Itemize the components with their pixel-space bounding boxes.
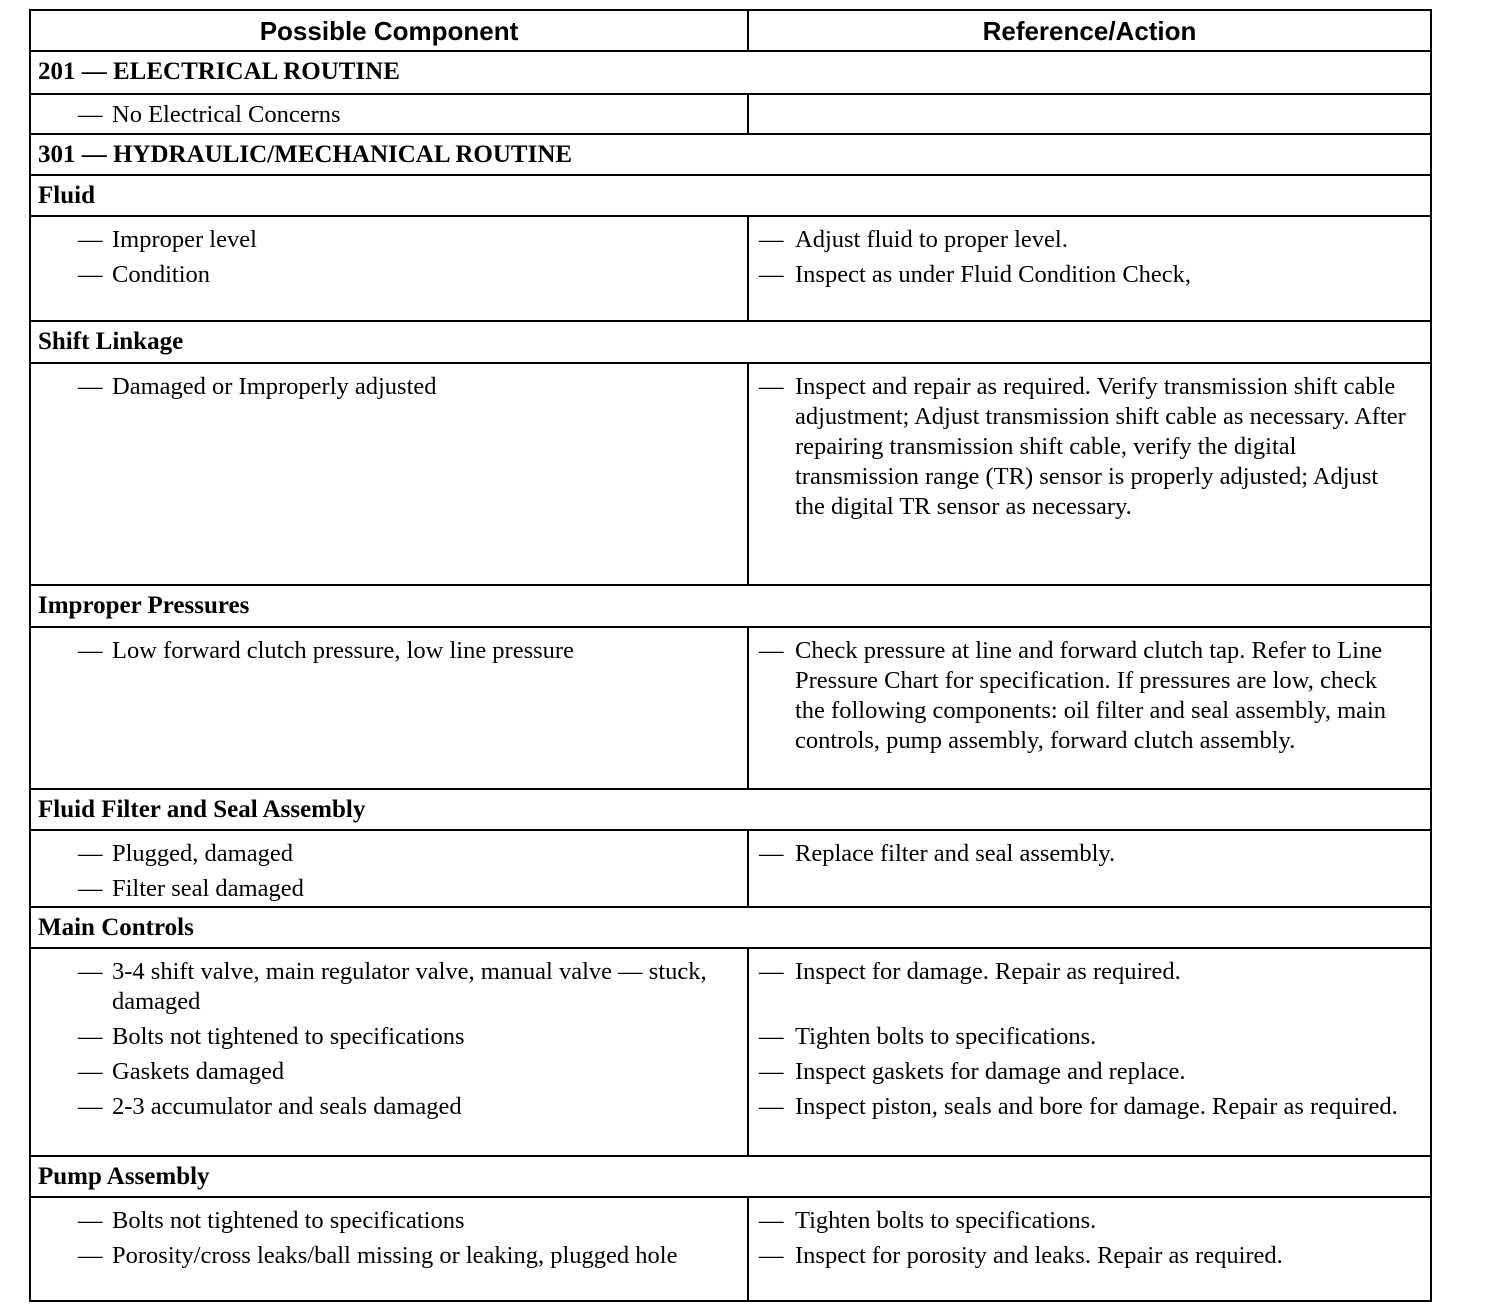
list-item: — Inspect for damage. Repair as required. [759, 958, 1181, 985]
list-item: — Bolts not tightened to specifications [78, 1023, 465, 1050]
table-header-row [31, 11, 1430, 52]
table-row [31, 949, 1430, 1157]
list-item: — Gaskets damaged [78, 1058, 285, 1085]
list-item: — Low forward clutch pressure, low line pressure [78, 637, 574, 664]
action-cell [749, 364, 1430, 584]
table-row [31, 628, 1430, 790]
list-item: — Damaged or Improperly adjusted [78, 373, 437, 400]
section-hydraulic-mechanical-routine: 301 — HYDRAULIC/MECHANICAL ROUTINE [31, 135, 1430, 176]
section-fluid: Fluid [31, 176, 1430, 217]
component-cell [31, 364, 749, 584]
list-item: — Inspect and repair as required. Verify transmission shift cable adjustment; Adjust transmission shift cable as necessary. After repairing transmission shift cable, verify the digital transmission range (TR) sensor is properly adjusted; Adjust the digital TR sensor as necessary. [759, 373, 1406, 520]
component-cell [31, 1198, 749, 1300]
list-item: — Inspect gaskets for damage and replace. [759, 1058, 1186, 1085]
component-cell [31, 95, 749, 133]
list-item: — Tighten bolts to specifications. [759, 1207, 1097, 1234]
list-item: — Adjust fluid to proper level. [759, 226, 1068, 253]
diagnosis-table [29, 9, 1432, 1302]
component-cell [31, 949, 749, 1155]
list-item: — Condition [78, 261, 211, 288]
list-item: — Plugged, damaged [78, 840, 293, 867]
list-item: — No Electrical Concerns [78, 101, 341, 128]
section-shift-linkage: Shift Linkage [31, 322, 1430, 364]
table-row [31, 217, 1430, 322]
list-item: — Inspect as under Fluid Condition Check, [759, 261, 1192, 288]
column-header-reference-action: Reference/Action [982, 16, 1197, 46]
column-header-possible-component: Possible Component [31, 11, 749, 50]
list-item: — Replace filter and seal assembly. [759, 840, 1116, 867]
list-item: — Porosity/cross leaks/ball missing or leaking, plugged hole [78, 1242, 678, 1269]
table-row [31, 364, 1430, 586]
section-fluid-filter-and-seal-assembly: Fluid Filter and Seal Assembly [31, 790, 1430, 831]
table-row [31, 95, 1430, 135]
section-improper-pressures: Improper Pressures [31, 586, 1430, 628]
section-electrical-routine: 201 — ELECTRICAL ROUTINE [31, 52, 1430, 95]
list-item: — 3-4 shift valve, main regulator valve, manual valve — stuck, damaged [78, 958, 707, 1015]
action-cell [749, 831, 1430, 906]
action-cell [749, 95, 1430, 133]
component-cell [31, 831, 749, 906]
list-item: — Tighten bolts to specifications. [759, 1023, 1097, 1050]
list-item: — Inspect piston, seals and bore for damage. Repair as required. [759, 1093, 1398, 1120]
list-item: — Filter seal damaged [78, 875, 304, 902]
list-item: — Inspect for porosity and leaks. Repair as required. [759, 1242, 1283, 1269]
action-cell [749, 1198, 1430, 1300]
list-item: — Bolts not tightened to specifications [78, 1207, 465, 1234]
table-row [31, 831, 1430, 908]
component-cell [31, 628, 749, 788]
list-item: — Improper level [78, 226, 257, 253]
action-cell [749, 949, 1430, 1155]
component-cell [31, 217, 749, 320]
action-cell [749, 628, 1430, 788]
action-cell [749, 217, 1430, 320]
table-row [31, 1198, 1430, 1300]
list-item: — Check pressure at line and forward clutch tap. Refer to Line Pressure Chart for specification. If pressures are low, check the following components: oil filter and seal assembly, main controls, pump assembly, forward clutch assembly. [759, 637, 1387, 754]
section-pump-assembly: Pump Assembly [31, 1157, 1430, 1198]
list-item: — 2-3 accumulator and seals damaged [78, 1093, 462, 1120]
section-main-controls: Main Controls [31, 908, 1430, 949]
